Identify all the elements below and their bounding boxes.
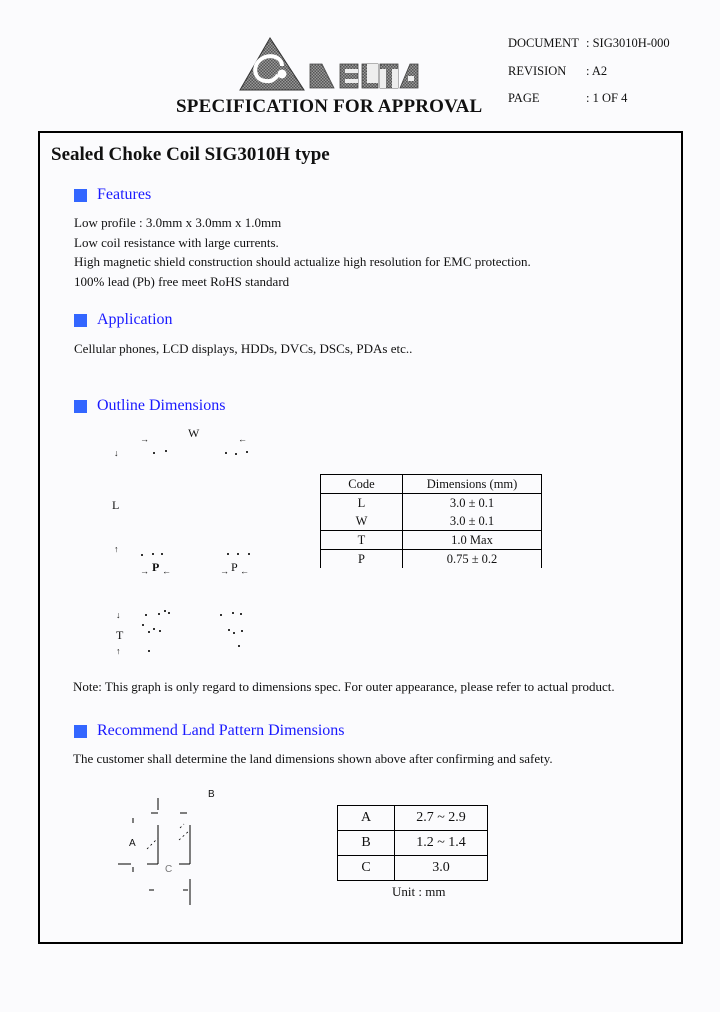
document-title: Sealed Choke Coil SIG3010H type — [51, 144, 330, 165]
table-row — [338, 856, 488, 881]
arrow-right-icon: → — [140, 566, 149, 576]
features-heading — [74, 186, 151, 204]
feature-item: High magnetic shield construction should actualize high resolution for EMC protection. — [74, 254, 531, 269]
arrow-right-icon: → — [140, 434, 149, 444]
feature-item: 100% lead (Pb) free meet RoHS standard — [74, 273, 290, 289]
table-row — [321, 512, 542, 531]
arrow-left-icon: ← — [240, 566, 249, 576]
meta-key: DOCUMENT — [508, 36, 579, 50]
meta-key: REVISION — [508, 63, 567, 78]
table-row — [321, 494, 542, 513]
code-cell: C — [338, 856, 395, 881]
value-cell: 3.0 — [395, 856, 488, 881]
land-label-b: B — [208, 789, 215, 800]
code-cell: T — [321, 531, 403, 550]
square-bullet-icon — [74, 189, 87, 202]
arrow-up-icon: ↑ — [116, 646, 121, 656]
arrow-up-icon: ↑ — [114, 544, 119, 554]
code-cell: A — [338, 806, 395, 831]
feature-item: Low coil resistance with large currents. — [74, 234, 279, 250]
delta-triangle-icon — [238, 36, 420, 92]
application-text: Cellular phones, LCD displays, HDDs, DVCs, DSCs, PDAs etc.. — [74, 341, 413, 356]
column-header-dimensions: Dimensions (mm) — [403, 475, 542, 494]
arrow-right-icon: → — [220, 566, 229, 576]
revision-value: : A2 — [586, 63, 608, 78]
meta-page — [508, 91, 670, 119]
square-bullet-icon — [74, 314, 87, 327]
section-heading: Features — [97, 186, 152, 203]
value-cell: 0.75 ± 0.2 — [403, 550, 542, 569]
land-pattern-heading — [74, 722, 345, 740]
arrow-down-icon: ↓ — [114, 448, 119, 458]
outline-drawing — [100, 420, 280, 670]
land-pattern-text: The customer shall determine the land dimensions shown above after confirming and safety. — [73, 751, 553, 766]
square-bullet-icon — [74, 400, 87, 413]
unit-label: Unit : mm — [392, 884, 446, 899]
section-heading: Application — [97, 311, 173, 328]
code-cell: L — [321, 494, 403, 513]
value-cell: 2.7 ~ 2.9 — [395, 806, 488, 831]
dimension-label-p: P — [152, 560, 160, 574]
section-heading: Outline Dimensions — [97, 397, 226, 414]
spec-title: SPECIFICATION FOR APPROVAL — [176, 96, 483, 117]
dimension-label-t: T — [116, 628, 124, 642]
land-pattern-lines — [100, 780, 260, 910]
document-number: : SIG3010H-000 — [586, 36, 670, 50]
value-cell: 3.0 ± 0.1 — [403, 512, 542, 531]
meta-key: PAGE — [508, 91, 540, 105]
feature-item: Low profile : 3.0mm x 3.0mm x 1.0mm — [74, 215, 282, 230]
meta-document — [508, 36, 670, 64]
arrow-down-icon: ↓ — [116, 610, 121, 620]
value-cell: 1.2 ~ 1.4 — [395, 831, 488, 856]
column-header-code: Code — [321, 475, 403, 494]
table-header-row — [321, 475, 542, 494]
code-cell: W — [321, 512, 403, 531]
meta-revision — [508, 64, 670, 92]
land-pattern-drawing — [100, 780, 260, 910]
square-bullet-icon — [74, 725, 87, 738]
value-cell: 3.0 ± 0.1 — [403, 494, 542, 513]
value-cell: 1.0 Max — [403, 531, 542, 550]
dimension-label-w: W — [188, 426, 200, 440]
table-row — [338, 831, 488, 856]
delta-logo — [238, 36, 420, 92]
section-heading: Recommend Land Pattern Dimensions — [97, 722, 345, 739]
dimension-label-l: L — [112, 498, 120, 512]
land-pattern-table — [337, 805, 488, 881]
application-heading — [74, 311, 173, 329]
outline-note: Note: This graph is only regard to dimensions spec. For outer appearance, please refer to actual product. — [73, 679, 615, 694]
code-cell: B — [338, 831, 395, 856]
table-row — [321, 550, 542, 569]
table-row — [321, 531, 542, 550]
dimension-label-p: P — [231, 560, 238, 574]
land-label-c: C — [165, 864, 173, 875]
arrow-left-icon: ← — [238, 434, 247, 444]
document-meta — [508, 36, 670, 119]
page-value: : 1 OF 4 — [586, 91, 628, 105]
arrow-left-icon: ← — [162, 566, 171, 576]
features-list — [74, 213, 531, 291]
table-row — [338, 806, 488, 831]
outline-dimensions-table — [320, 474, 542, 568]
outline-heading — [74, 397, 225, 415]
code-cell: P — [321, 550, 403, 569]
land-label-a: A — [129, 838, 136, 849]
